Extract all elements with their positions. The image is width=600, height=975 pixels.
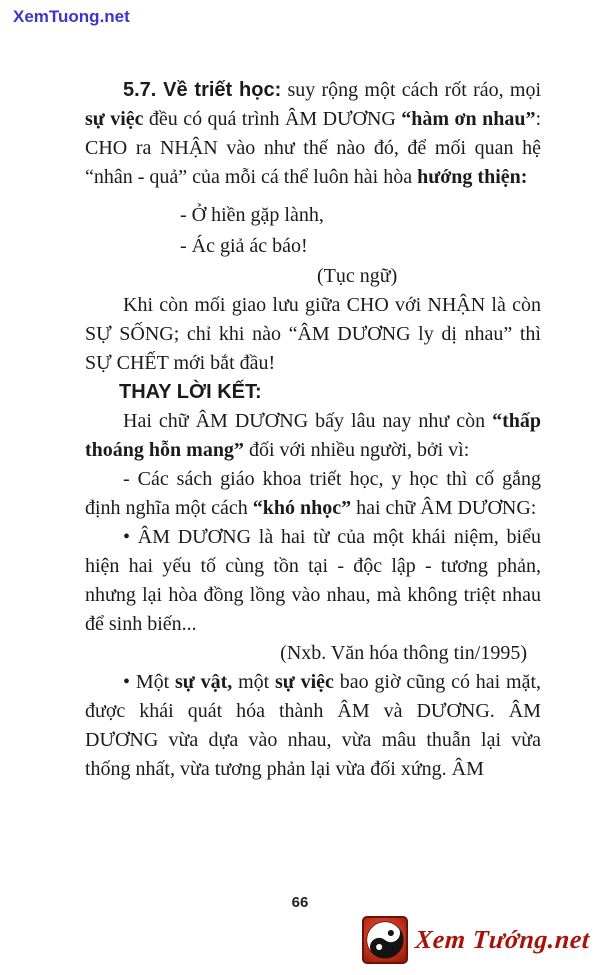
text-run: một [232, 671, 275, 693]
logo-wordmark: Xem Tướng.net [414, 925, 592, 954]
site-watermark-link[interactable]: XemTuong.net [13, 7, 130, 26]
text-run: - Các sách giáo khoa triết học, y học thì cố gắng định nghĩa một cách [85, 468, 541, 519]
paragraph-triet-hoc [85, 76, 541, 192]
proverb-line: - Ác giả ác báo! [180, 235, 308, 257]
text-run: hướng thiện: [417, 166, 528, 188]
page-number: 66 [291, 894, 309, 911]
text-run: hai chữ ÂM DƯƠNG: [351, 497, 537, 519]
text-run: “hàm ơn nhau” [401, 108, 536, 130]
bullet-paragraph-su-vat [85, 668, 541, 784]
text-run: “khó nhọc” [252, 497, 352, 519]
text-run: sự vật, [174, 671, 233, 693]
section-heading-thay-loi-ket: THAY LỜI KẾT: [119, 381, 262, 403]
page-text-column [85, 76, 541, 784]
paragraph-cho-nhan: Khi còn mối giao lưu giữa CHO với NHẬN là còn SỰ SỐNG; chỉ khi nào “ÂM DƯƠNG ly dị nhau” thì SỰ CHẾT mới bắt đầu! [85, 294, 541, 374]
text-run: “thấp thoáng hỗn mang” [85, 410, 541, 461]
text-run: đối với nhiều người, bởi vì: [243, 439, 470, 461]
text-run: Hai chữ ÂM DƯƠNG bấy lâu nay như còn [123, 410, 493, 432]
proverb-source: (Tục ngữ) [317, 265, 398, 287]
text-run: : CHO ra NHẬN vào như thế nào đó, để mối quan hệ “nhân - quả” của mỗi cá thể luôn hài hòa [85, 108, 542, 188]
proverb-line: - Ở hiền gặp lành, [180, 204, 324, 226]
text-run: • Một [123, 671, 175, 693]
site-logo[interactable] [362, 916, 590, 964]
text-run: suy rộng một cách rốt ráo, mọi [281, 79, 541, 101]
bullet-paragraph-am-duong: • ÂM DƯƠNG là hai từ của một khái niệm, biểu hiện hai yếu tố cùng tồn tại - độc lập - tương phản, nhưng lại hòa đồng lồng vào nhau, mà không triệt nhau để sinh biến... [85, 526, 541, 635]
text-run: đều có quá trình ÂM DƯƠNG [143, 108, 402, 130]
paragraph-hai-chu [85, 407, 541, 465]
yin-yang-icon [362, 916, 408, 964]
source-attribution: (Nxb. Văn hóa thông tin/1995) [280, 642, 527, 664]
text-run: bao giờ cũng có hai mặt, được khái quát hóa thành ÂM và DƯƠNG. ÂM DƯƠNG vừa dựa vào nhau, vừa mâu thuẫn lại vừa thống nhất, vừa tương phản lại vừa đối xứng. ÂM [85, 671, 542, 780]
proverb-block [180, 200, 541, 262]
text-run: sự việc [275, 671, 334, 693]
text-run: sự việc [85, 108, 144, 130]
paragraph-sach-giao-khoa [85, 465, 541, 523]
section-number-label: 5.7. Về triết học: [123, 79, 282, 101]
